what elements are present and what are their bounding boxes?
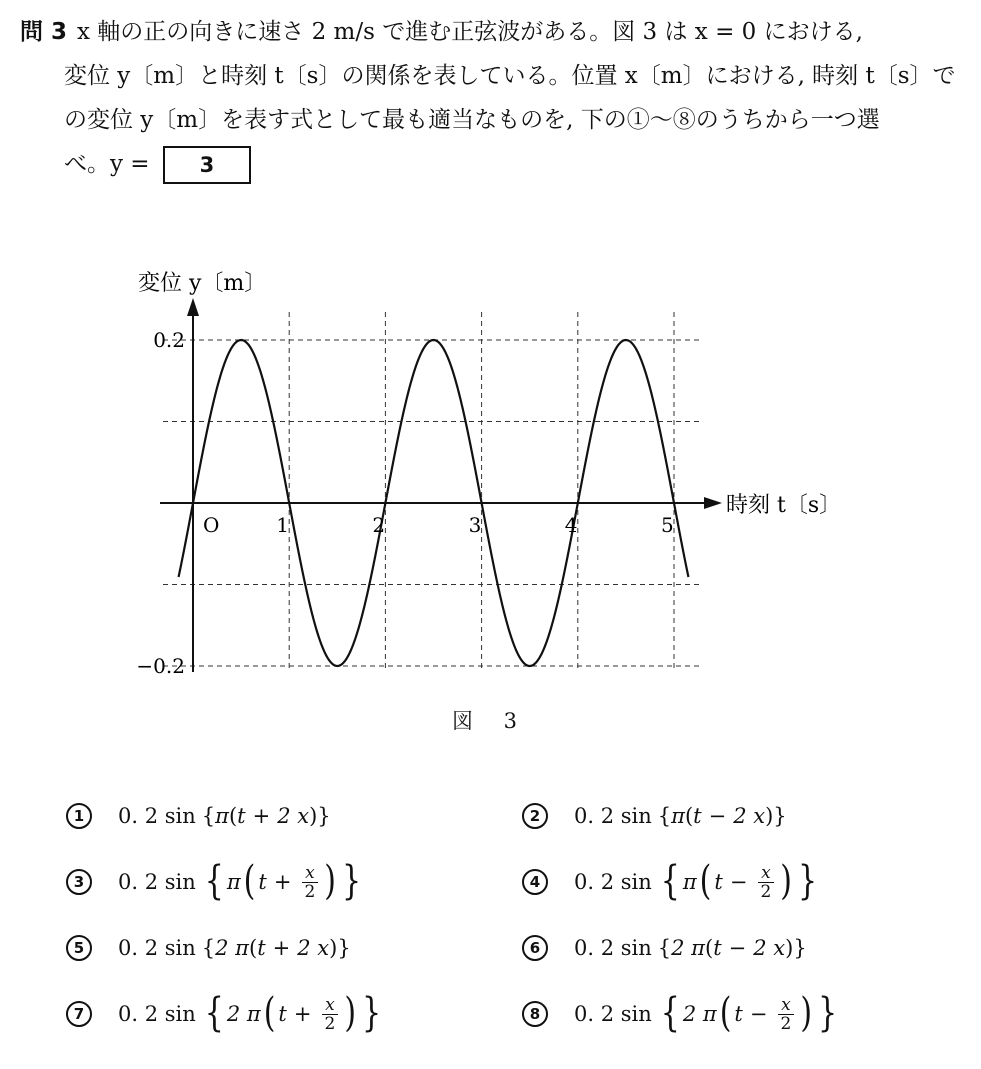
x-tick-label-3: 3 [468,513,482,537]
option-coefficient: 0. 2 sin [574,936,652,960]
option-8[interactable]: 8 0. 2 sin { 2 π ( t − $\frac{x}{2}$ ) } [522,993,942,1035]
option-coefficient: 0. 2 sin [118,870,196,894]
x-tick-label-4: 4 [564,513,578,537]
y-axis-label: 変位 y〔m〕 [138,271,267,296]
option-4[interactable]: 4 0. 2 sin { π ( t − $\frac{x}{2}$ ) } [522,861,942,903]
option-number-3: 3 [66,869,92,895]
option-factor: 2 π [215,936,249,960]
option-coefficient: 0. 2 sin [574,804,652,828]
option-inner-term: 2 x [733,804,766,828]
question-number: 問 3 [20,19,68,45]
option-factor: 2 π [682,1002,717,1026]
question-line-1: 問 3 x 軸の正の向きに速さ 2 m/s で進む正弦波がある。図 3 は x = 0 における, [20,19,863,45]
option-2[interactable]: 2 0. 2 sin { π ( t − 2 x )} [522,795,942,837]
x-tick-label-5: 5 [661,513,674,537]
x-tick-label-1: 1 [276,513,289,537]
option-sign: − [708,804,727,828]
grid-layer [163,312,700,672]
option-number-8: 8 [522,1001,548,1027]
x-tick-label-2: 2 [372,513,386,537]
option-fraction: $\frac{x}{2}$ [757,864,774,901]
question-line-4: べ。y = 3 [20,142,970,186]
option-inner-term: 2 x [297,936,330,960]
option-6[interactable]: 6 0. 2 sin { 2 π ( t − 2 x )} [522,927,942,969]
option-number-5: 5 [66,935,92,961]
question-line-2: 変位 y〔m〕と時刻 t〔s〕の関係を表している。位置 x〔m〕における, 時刻 t〔s〕で [64,63,956,89]
option-sign: − [728,936,747,960]
labels-layer [138,271,841,537]
option-1[interactable]: 1 0. 2 sin { π ( t + 2 x )} [66,795,522,837]
option-coefficient: 0. 2 sin [118,1002,196,1026]
option-sign: + [273,870,292,894]
option-factor: π [215,804,229,828]
answer-box[interactable]: 3 [163,146,251,184]
question-line-3: の変位 y〔m〕を表す式として最も適当なものを, 下の①〜⑧のうちから一つ選 [64,107,880,133]
option-coefficient: 0. 2 sin [118,936,196,960]
option-number-7: 7 [66,1001,92,1027]
option-fraction: $\frac{x}{2}$ [321,996,338,1033]
option-sign: + [293,1002,312,1026]
y-tick-label: −0.2 [136,654,185,678]
option-7[interactable]: 7 0. 2 sin { 2 π ( t + $\frac{x}{2}$ ) } [66,993,522,1035]
option-factor: 2 π [671,936,705,960]
option-sign: − [729,870,748,894]
figure-caption: 図 3 [451,709,530,733]
option-inner-term: 2 x [753,936,786,960]
option-number-6: 6 [522,935,548,961]
option-inner-term: 2 x [277,804,310,828]
y-tick-label: 0.2 [153,328,185,352]
option-5[interactable]: 5 0. 2 sin { 2 π ( t + 2 x )} [66,927,522,969]
option-number-1: 1 [66,803,92,829]
option-3[interactable]: 3 0. 2 sin { π ( t + $\frac{x}{2}$ ) } [66,861,522,903]
x-axis-arrow [704,497,722,509]
option-coefficient: 0. 2 sin [118,804,196,828]
option-fraction: $\frac{x}{2}$ [301,864,318,901]
option-sign: + [272,936,291,960]
option-factor: π [682,870,697,894]
option-sign: + [252,804,271,828]
option-fraction: $\frac{x}{2}$ [777,996,794,1033]
option-number-4: 4 [522,869,548,895]
option-sign: − [749,1002,768,1026]
origin-label: O [203,513,220,537]
option-factor: 2 π [226,1002,261,1026]
option-coefficient: 0. 2 sin [574,870,652,894]
y-axis-arrow [187,298,199,316]
option-factor: π [671,804,685,828]
option-coefficient: 0. 2 sin [574,1002,652,1026]
option-number-2: 2 [522,803,548,829]
option-factor: π [226,870,241,894]
x-axis-label: 時刻 t〔s〕 [726,493,842,518]
answer-options [66,795,946,1035]
